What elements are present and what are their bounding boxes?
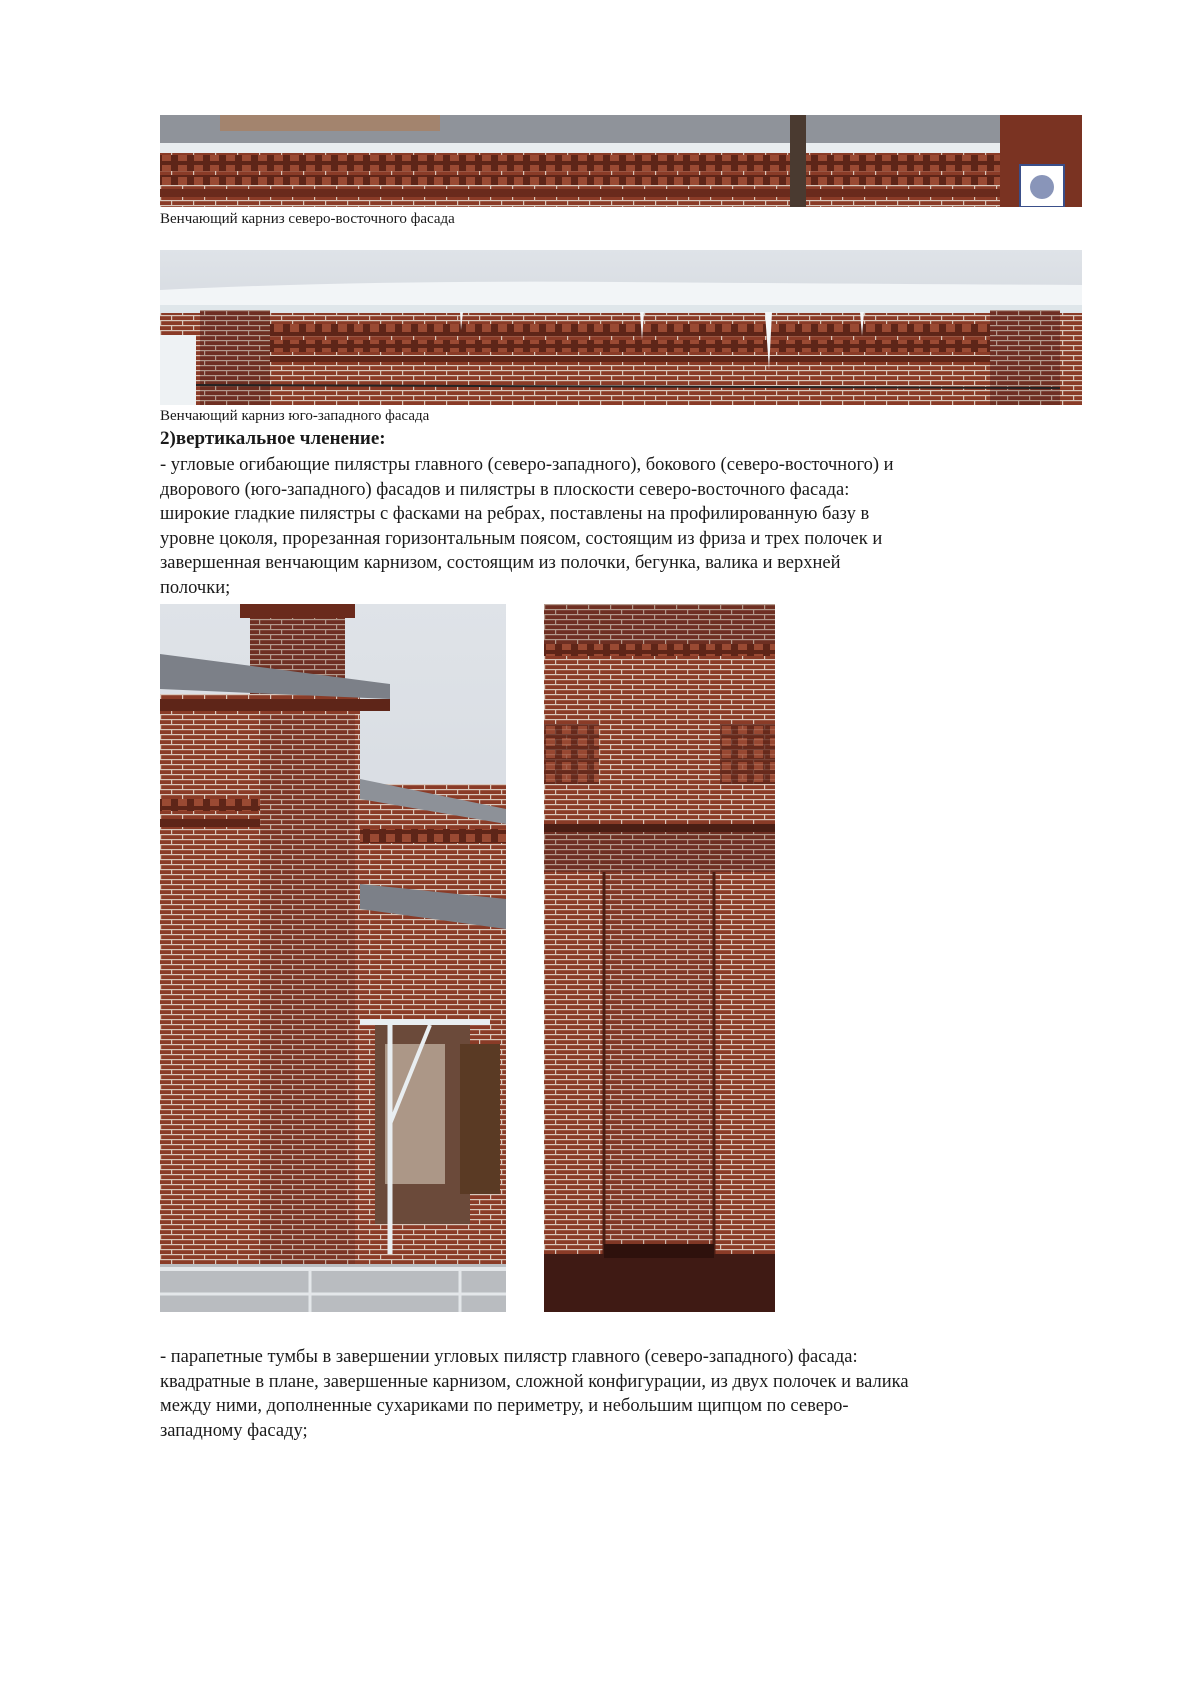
southwest-cornice-caption: Венчающий карниз юго-западного фасада bbox=[160, 408, 430, 424]
paragraph-line: уровне цоколя, прорезанная горизонтальным поясом, состоящим из фриза и трех полочек и bbox=[160, 528, 883, 549]
paragraph-line: между ними, дополненные сухариками по периметру, и небольшим щипцом по северо- bbox=[160, 1396, 849, 1416]
paragraph-line: дворового (юго-западного) фасадов и пилястры в плоскости северо-восточного фасада: bbox=[160, 479, 850, 500]
paragraph-line: квадратные в плане, завершенные карнизом, сложной конфигурации, из двух полочек и валика bbox=[160, 1371, 909, 1392]
paragraph-line: - парапетные тумбы в завершении угловых пилястр главного (северо-западного) фасада: bbox=[160, 1347, 858, 1367]
paragraph-line: западному фасаду; bbox=[160, 1420, 308, 1441]
paragraph-line: широкие гладкие пилястры с фасками на ребрах, поставлены на профилированную базу в bbox=[160, 504, 870, 524]
paragraph-line: - угловые огибающие пилястры главного (северо-западного), бокового (северо-восточного) и bbox=[160, 455, 894, 475]
southwest-cornice-photo bbox=[160, 250, 1082, 405]
corner-pilaster-photo bbox=[160, 604, 506, 1312]
paragraph-parapets bbox=[160, 1345, 909, 1443]
section-heading: 2)вертикальное членение: bbox=[160, 428, 386, 449]
paragraph-line: полочки; bbox=[160, 577, 231, 598]
wall-pilaster-photo bbox=[544, 604, 775, 1312]
northeast-cornice-caption: Венчающий карниз северо-восточного фасада bbox=[160, 211, 455, 227]
paragraph-pilasters bbox=[160, 453, 894, 600]
paragraph-line: завершенная венчающим карнизом, состоящим из полочки, бегунка, валика и верхней bbox=[160, 553, 841, 573]
northeast-cornice-photo bbox=[160, 115, 1082, 207]
